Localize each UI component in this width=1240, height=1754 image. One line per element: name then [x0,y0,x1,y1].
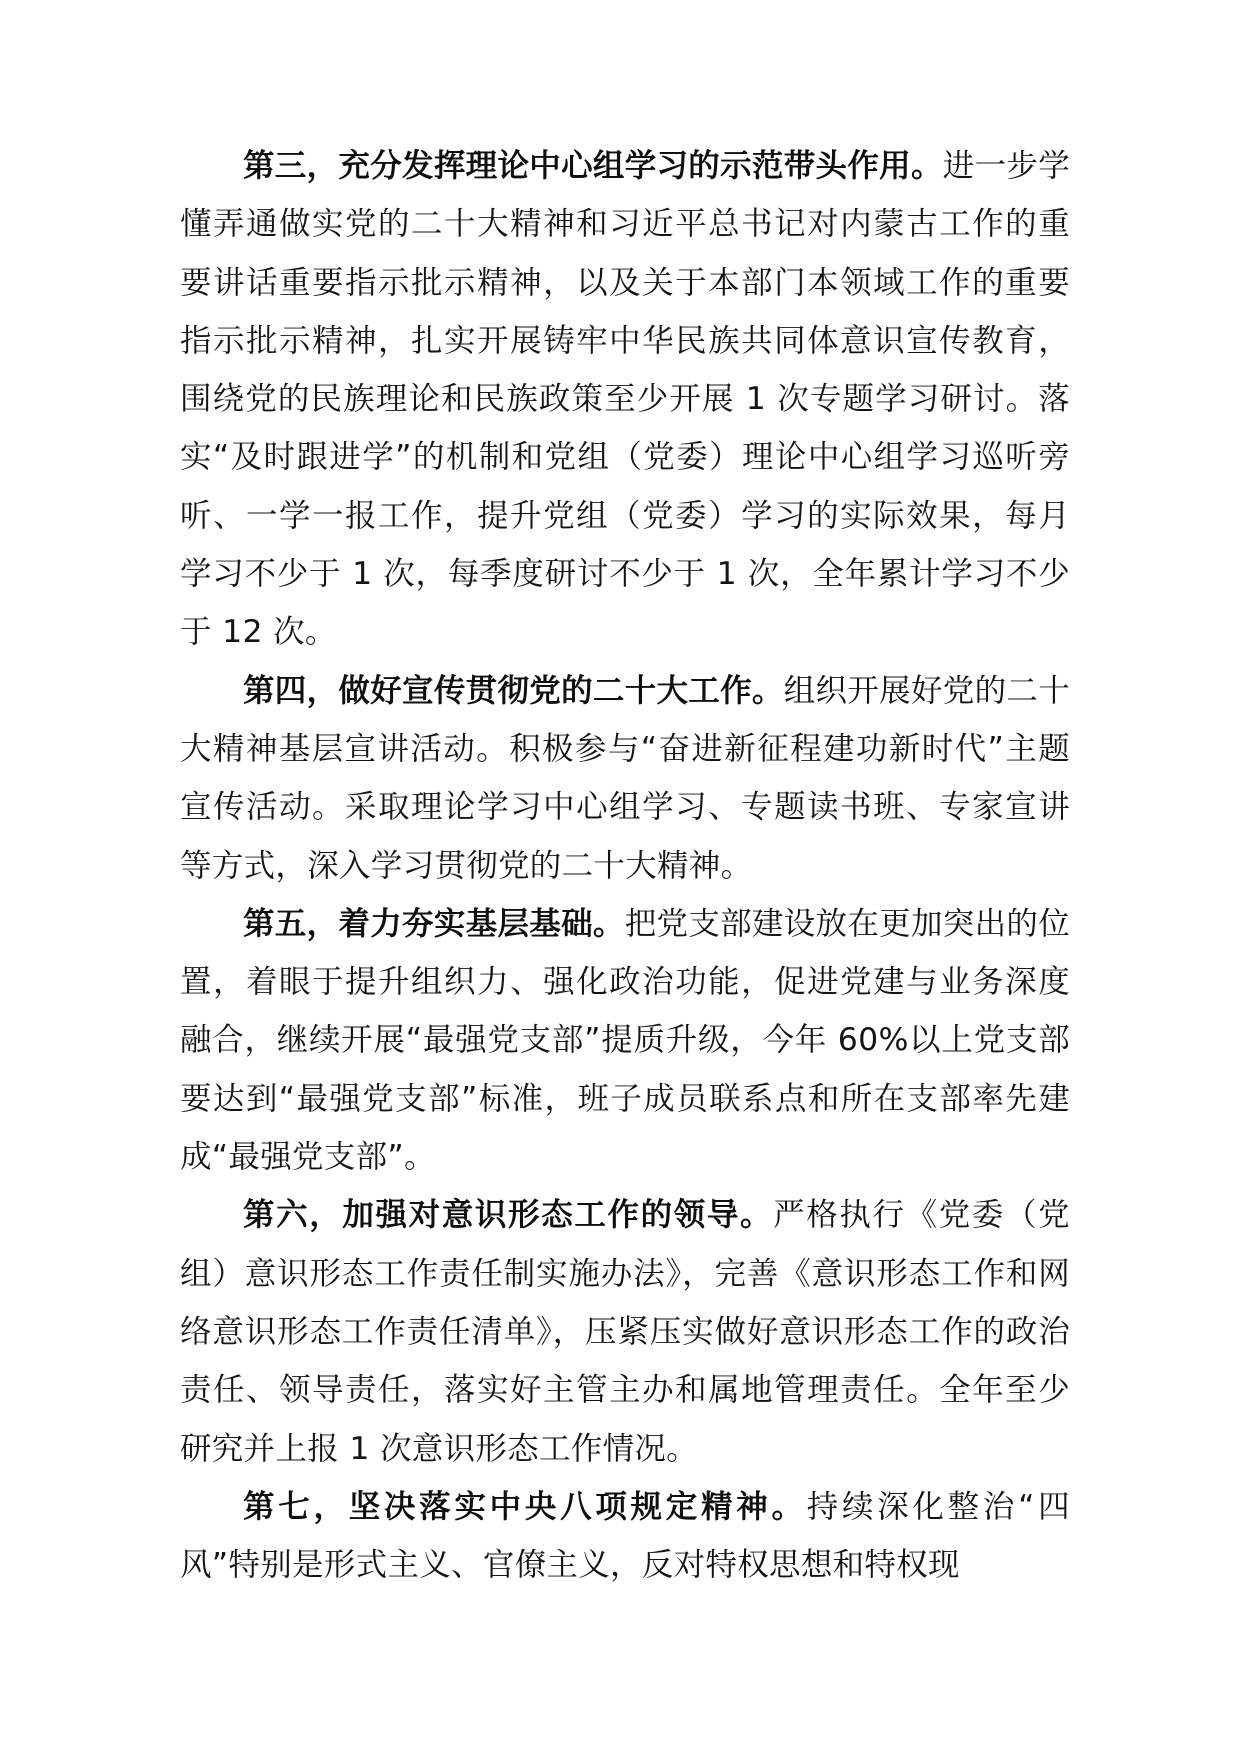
paragraph-body: 进一步学懂弄通做实党的二十大精神和习近平总书记对内蒙古工作的重要讲话重要指示批示精神，以及关于本部门本领域工作的重要指示批示精神，扎实开展铸牢中华民族共同体意识宣传教育，围绕党的民族理论和民族政策至少开展 1 次专题学习研讨。落实“及时跟进学”的机制和党组（党委）理论中心组学习巡听旁听、一学一报工作，提升党组（党委）学习的实际效果，每月学习不少于 1 次，每季度研讨不少于 1 次，全年累计学习不少于 12 次。 [180,148,1071,651]
paragraph-study-group [180,137,1070,662]
paragraph-eight-regulations [180,1478,1070,1595]
paragraph-body: 组织开展好党的二十大精神基层宣讲活动。积极参与“奋进新征程建功新时代”主题宣传活动。采取理论学习中心组学习、专题读书班、专家宣讲等方式，深入学习贯彻党的二十大精神。 [180,672,1070,884]
paragraph-grassroots [180,895,1070,1186]
paragraph-heading: 第四，做好宣传贯彻党的二十大工作。 [243,672,784,709]
paragraph-body: 持续深化整治“四风”特别是形式主义、官僚主义，反对特权思想和特权现 [180,1488,1070,1584]
paragraph-heading: 第七，坚决落实中央八项规定精神。 [243,1488,807,1525]
paragraph-body: 把党支部建设放在更加突出的位置，着眼于提升组织力、强化政治功能，促进党建与业务深度融合，继续开展“最强党支部”提质升级，今年 60%以上党支部要达到“最强党支部”标准，班子成员联系点和所在支部率先建成“最强党支部”。 [180,905,1071,1176]
document-body [180,137,1070,1594]
paragraph-heading: 第五，着力夯实基层基础。 [243,905,625,942]
paragraph-ideology [180,1186,1070,1477]
paragraph-heading: 第六，加强对意识形态工作的领导。 [243,1197,774,1234]
paragraph-twentieth-congress [180,662,1070,895]
paragraph-heading: 第三，充分发挥理论中心组学习的示范带头作用。 [243,148,943,184]
paragraph-body: 严格执行《党委（党组）意识形态工作责任制实施办法》，完善《意识形态工作和网络意识形态工作责任清单》，压紧压实做好意识形态工作的政治责任、领导责任，落实好主管主办和属地管理责任。全年至少研究并上报 1 次意识形态工作情况。 [180,1197,1070,1467]
